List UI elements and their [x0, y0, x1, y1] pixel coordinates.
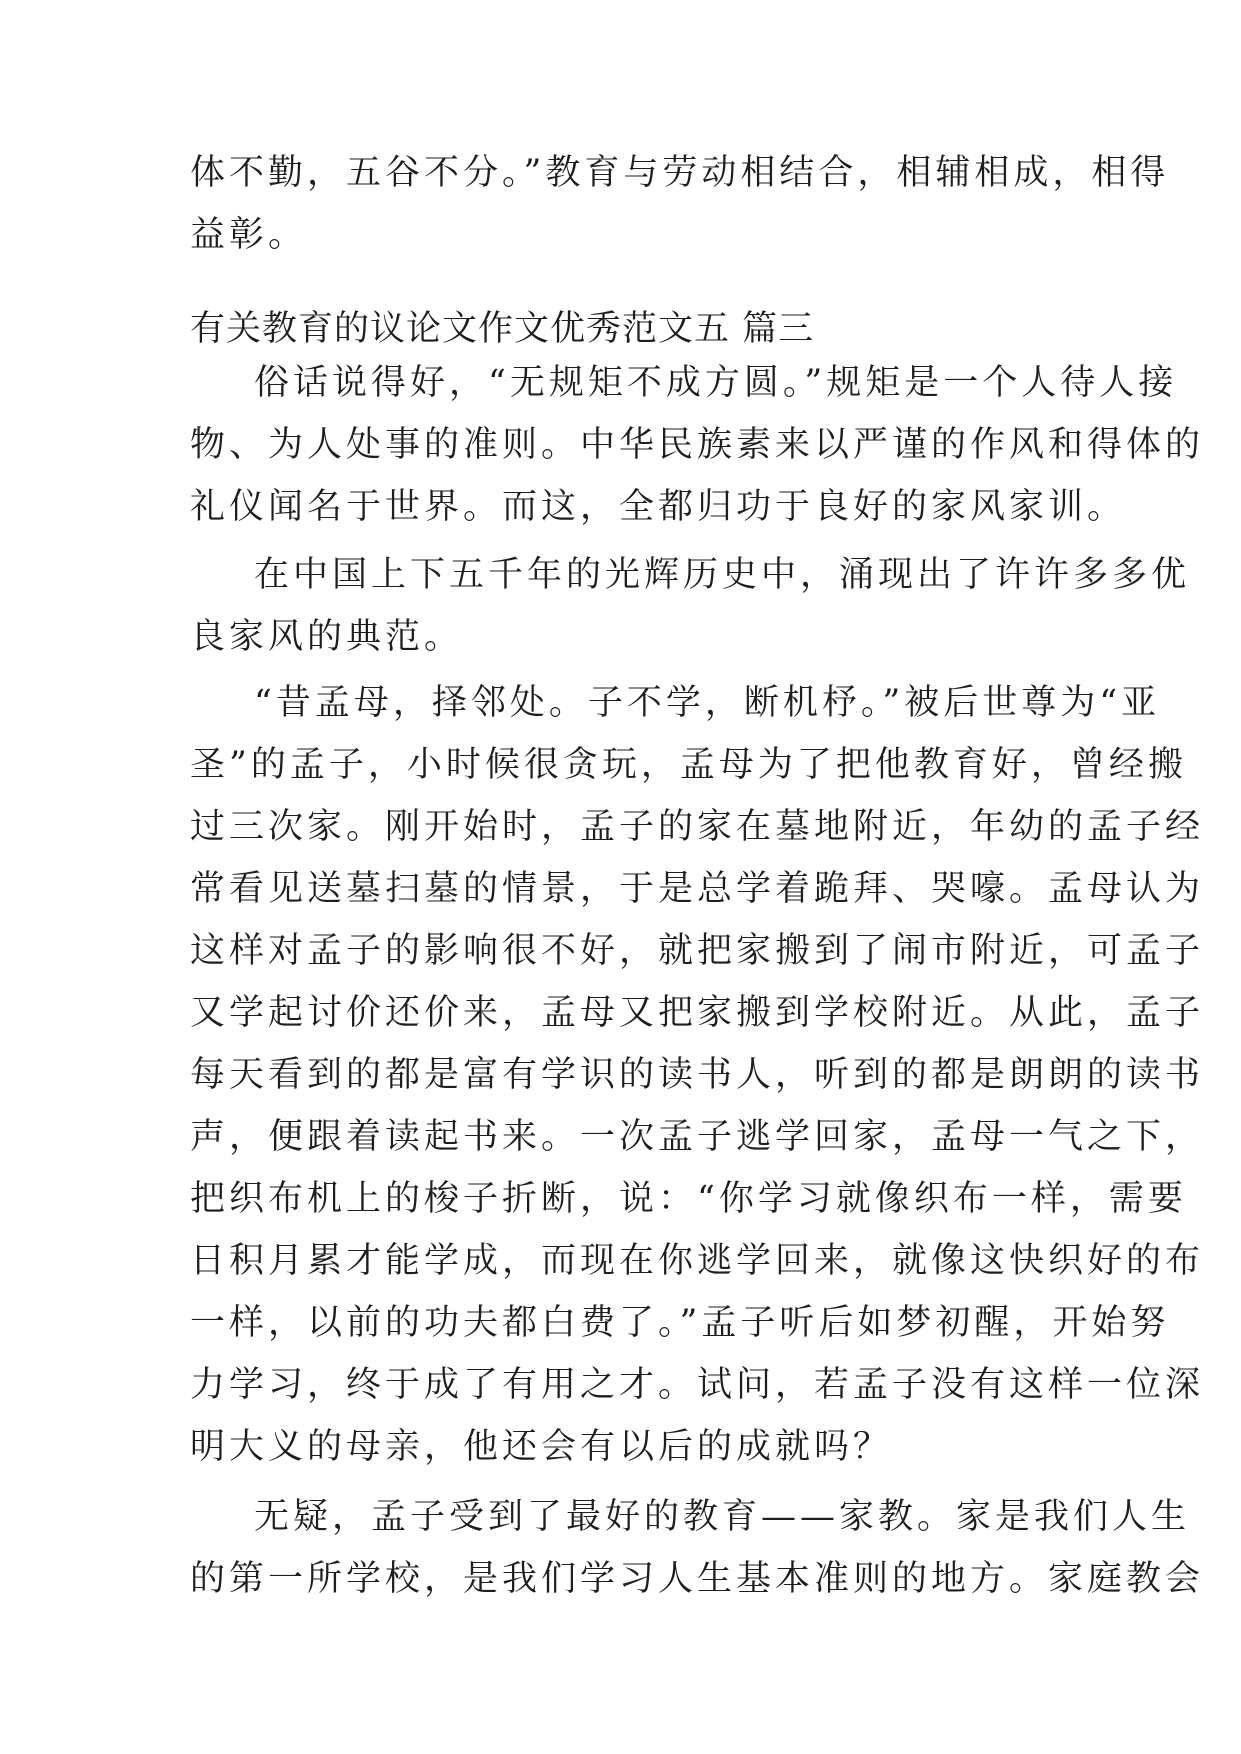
text-line: 常看见送墓扫墓的情景，于是总学着跪拜、哭嚎。孟母认为	[190, 869, 1205, 909]
continuation-paragraph	[190, 142, 1170, 266]
text-line: 力学习，终于成了有用之才。试问，若孟子没有这样一位深	[190, 1365, 1205, 1405]
text-line: 日积月累才能学成，而现在你逃学回来，就像这快织好的布	[190, 1241, 1205, 1281]
text-line: 这样对孟子的影响很不好，就把家搬到了闹市附近，可孟子	[190, 931, 1205, 971]
text-line: 良家风的典范。	[190, 617, 464, 657]
paragraph-1	[190, 352, 1205, 538]
text-line: “昔孟母，择邻处。子不学，断机杼。”被后世尊为“亚	[254, 683, 1161, 723]
paragraph-4	[190, 1486, 1205, 1610]
paragraph-2	[190, 544, 1191, 668]
text-line: 在中国上下五千年的光辉历史中，涌现出了许许多多优	[254, 555, 1191, 595]
text-line: 礼仪闻名于世界。而这，全都归功于良好的家风家训。	[190, 487, 1127, 527]
text-line: 无疑，孟子受到了最好的教育——家教。家是我们人生	[254, 1497, 1191, 1537]
text-line: 又学起讨价还价来，孟母又把家搬到学校附近。从此，孟子	[190, 993, 1205, 1033]
text-line: 俗话说得好，“无规矩不成方圆。”规矩是一个人待人接	[254, 363, 1178, 403]
text-line: 每天看到的都是富有学识的读书人，听到的都是朗朗的读书	[190, 1055, 1205, 1095]
text-line: 明大义的母亲，他还会有以后的成就吗？	[190, 1427, 893, 1467]
text-line: 圣”的孟子，小时候很贪玩，孟母为了把他教育好，曾经搬	[190, 745, 1187, 785]
text-line: 把织布机上的梭子折断，说：“你学习就像织布一样，需要	[190, 1179, 1187, 1219]
text-line: 益彰。	[190, 215, 308, 255]
paragraph-3	[190, 672, 1205, 1478]
text-line: 体不勤，五谷不分。”教育与劳动相结合，相辅相成，相得	[190, 153, 1170, 193]
section-heading	[190, 298, 1050, 360]
text-line: 声，便跟着读起书来。一次孟子逃学回家，孟母一气之下，	[190, 1117, 1205, 1157]
text-line: 一样，以前的功夫都白费了。”孟子听后如梦初醒，开始努	[190, 1303, 1170, 1343]
section-heading-text: 有关教育的议论文作文优秀范文五 篇三	[190, 309, 815, 349]
text-line: 的第一所学校，是我们学习人生基本准则的地方。家庭教会	[190, 1559, 1205, 1599]
text-line: 过三次家。刚开始时，孟子的家在墓地附近，年幼的孟子经	[190, 807, 1205, 847]
text-line: 物、为人处事的准则。中华民族素来以严谨的作风和得体的	[190, 425, 1205, 465]
